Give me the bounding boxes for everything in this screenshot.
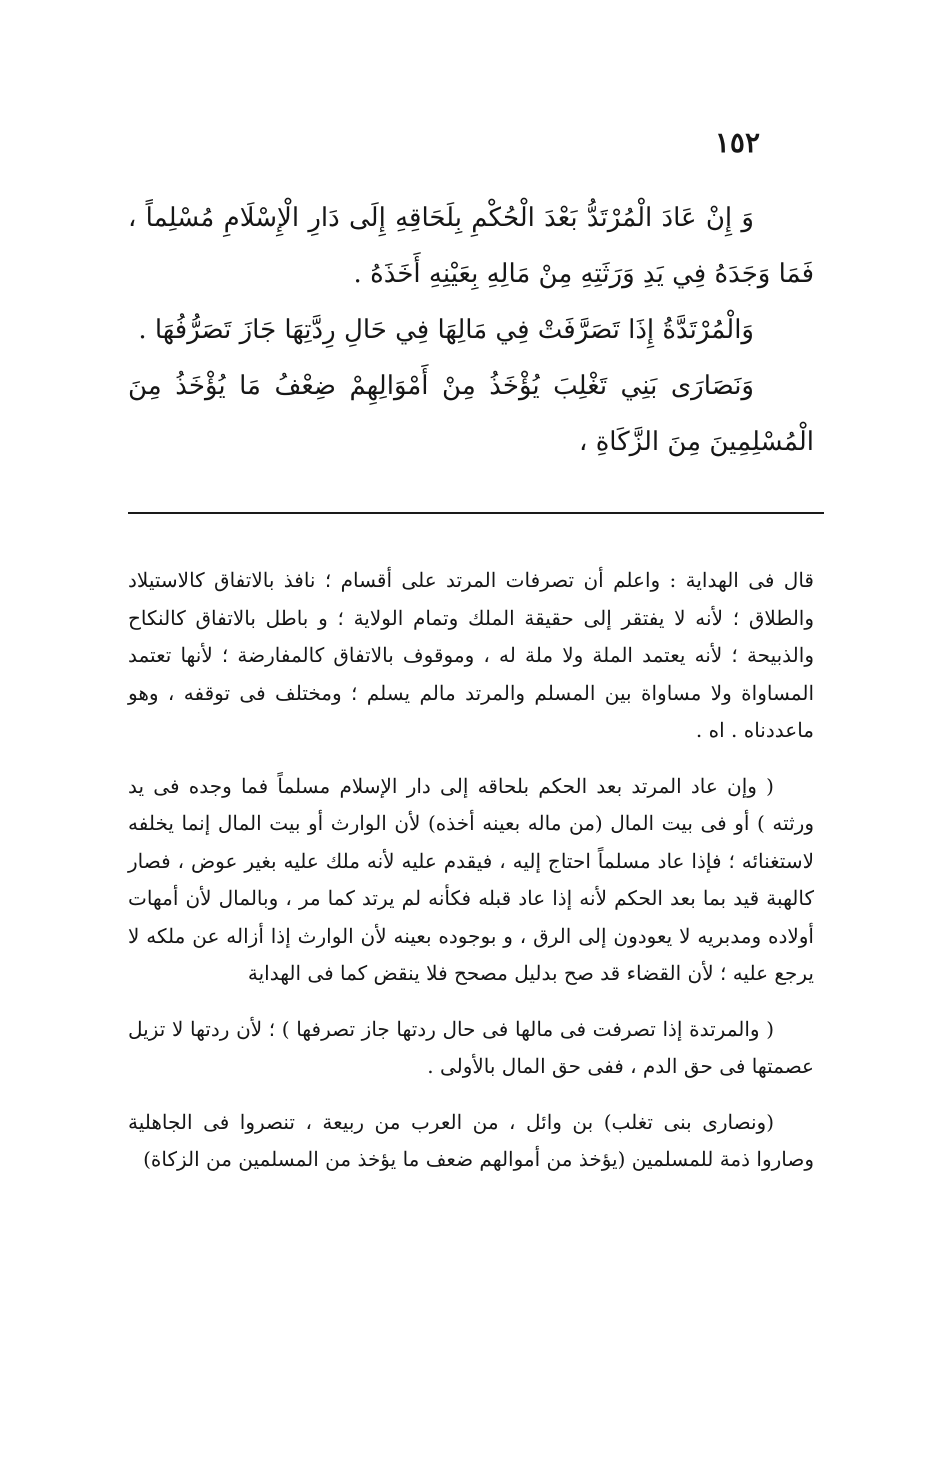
main-text <box>128 190 814 470</box>
section-divider <box>128 512 824 514</box>
main-text-paragraph-3: وَنَصَارَى بَنِي تَغْلِبَ يُؤْخَذُ مِنْ أَمْوَالِهِمْ ضِعْفُ مَا يُؤْخَذُ مِنَ الْمُسْلِمِينَ مِنَ الزَّكَاةِ ، <box>128 371 814 457</box>
commentary-paragraph-4: (ونصارى بنى تغلب) بن وائل ، من العرب من ربيعة ، تنصروا فى الجاهلية وصاروا ذمة للمسلمين (يؤخذ من أموالهم ضعف ما يؤخذ من المسلمين من الزكاة) <box>128 1109 814 1171</box>
main-text-paragraph-1: وَ إِنْ عَادَ الْمُرْتَدُّ بَعْدَ الْحُكْمِ بِلَحَاقِهِ إِلَى دَارِ الْإِسْلَامِ مُسْلِماً ، فَمَا وَجَدَهُ فِي يَدِ وَرَثَتِهِ مِنْ مَالِهِ بِعَيْنِهِ أَخَذَهُ . <box>128 203 814 289</box>
commentary-text <box>128 562 814 1197</box>
commentary-paragraph-3: ( والمرتدة إذا تصرفت فى مالها فى حال ردتها جاز تصرفها ) ؛ لأن ردتها لا تزيل عصمتها فى حق الدم ، ففى حق المال بالأولى . <box>128 1016 814 1078</box>
main-text-paragraph-2: وَالْمُرْتَدَّةُ إِذَا تَصَرَّفَتْ فِي مَالِهَا فِي حَالِ رِدَّتِهَا جَازَ تَصَرُّفُهَا . <box>138 315 754 345</box>
commentary-paragraph-1: قال فى الهداية : واعلم أن تصرفات المرتد على أقسام ؛ نافذ بالاتفاق كالاستيلاد والطلاق ؛ لأنه لا يفتقر إلى حقيقة الملك وتمام الولاية ؛ و باطل بالاتفاق كالنكاح والذبيحة ؛ لأنه يعتمد الملة ولا ملة له ، وموقوف بالاتفاق كالمفارضة ؛ لأنها تعتمد المساواة ولا مساواة بين المسلم والمرتد مالم يسلم ؛ ومختلف فى توقفه ، وهو ماعددناه . اه . <box>128 568 814 742</box>
page-number: ١٥٢ <box>714 126 760 159</box>
commentary-paragraph-2: ( وإن عاد المرتد بعد الحكم بلحاقه إلى دار الإسلام مسلماً فما وجده فى يد ورثته ) أو فى بيت المال (من ماله بعينه أخذه) لأن الوارث أو بيت المال إنما يخلفه لاستغنائه ؛ فإذا عاد مسلماً احتاج إليه ، فيقدم عليه لأنه ملك عليه بغير عوض ، فصار كالهبة قيد بما بعد الحكم لأنه إذا عاد قبله فكأنه لم يرتد كما مر ، وبالمال لأن أمهات أولاده ومدبريه لا يعودون إلى الرق ، و بوجوده بعينه لأن الوارث إذا أزاله عن ملكه لا يرجع عليه ؛ لأن القضاء قد صح بدليل مصحح فلا ينقض كما فى الهداية <box>128 773 814 985</box>
